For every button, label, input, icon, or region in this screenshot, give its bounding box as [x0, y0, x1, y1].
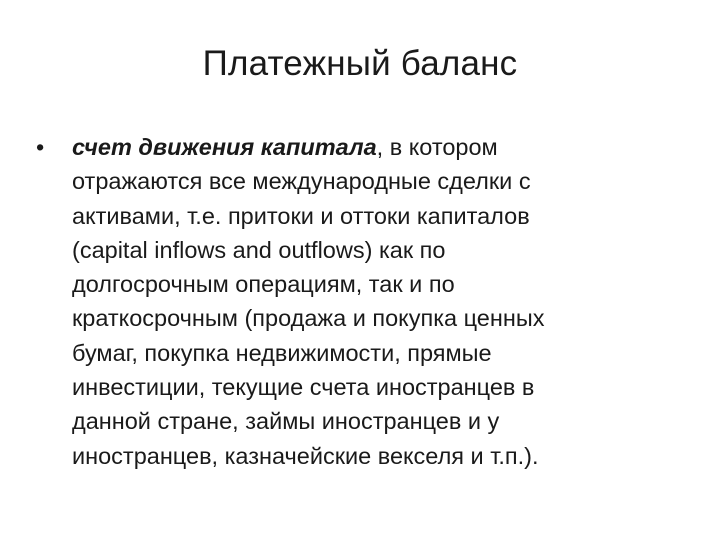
bullet-first-line-rest: , в котором: [376, 134, 498, 160]
bullet-marker: •: [36, 134, 45, 160]
bullet-line-1: [72, 130, 696, 164]
bullet-line-3: активами, т.е. притоки и оттоки капиталов: [72, 202, 530, 229]
bullet-term: счет движения капитала: [72, 134, 377, 160]
bullet-line-7: бумаг, покупка недвижимости, прямые: [72, 339, 492, 366]
bullet-line-2: отражаются все международные сделки с: [72, 168, 531, 195]
slide-title: Платежный баланс: [202, 44, 518, 83]
bullet-item: [36, 130, 696, 473]
slide-body: [36, 130, 696, 473]
bullet-line-8: инвестиции, текущие счета иностранцев в: [72, 374, 535, 401]
bullet-line-9: данной стране, займы иностранцев и у: [72, 408, 500, 435]
bullet-line-5: долгосрочным операциям, так и по: [72, 271, 455, 298]
bullet-line-6: краткосрочным (продажа и покупка ценных: [72, 305, 545, 332]
bullet-line-10: иностранцев, казначейские векселя и т.п.).: [72, 442, 539, 469]
bullet-line-4: (capital inflows and outflows) как по: [72, 236, 446, 263]
